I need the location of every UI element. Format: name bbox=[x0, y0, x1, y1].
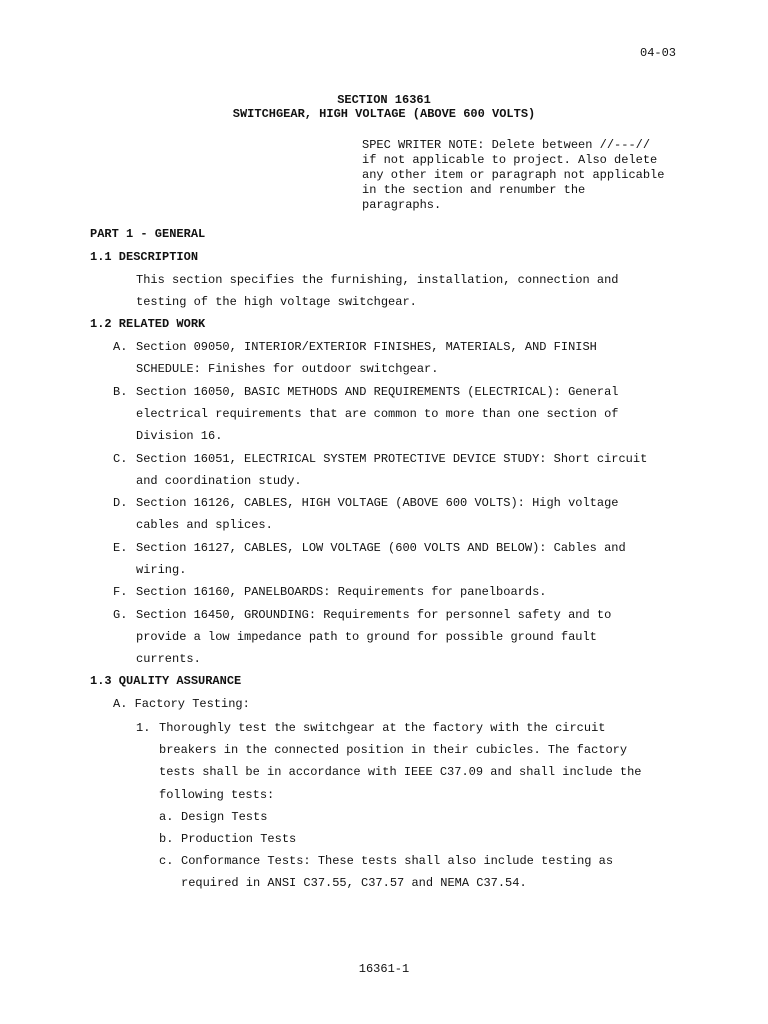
page-number: 16361-1 bbox=[358, 962, 410, 976]
list-item-text: currents. bbox=[136, 652, 201, 666]
list-item-label: A. bbox=[113, 340, 128, 354]
list-item-text: Thoroughly test the switchgear at the factory with the circuit bbox=[159, 721, 606, 735]
description-text: This section specifies the furnishing, installation, connection and bbox=[136, 273, 619, 287]
list-item-label: c. bbox=[159, 854, 174, 868]
list-item-text: wiring. bbox=[136, 563, 187, 577]
list-item-text: Section 16450, GROUNDING: Requirements for personnel safety and to bbox=[136, 608, 612, 622]
list-item-label: C. bbox=[113, 452, 128, 466]
list-item-text: Section 16127, CABLES, LOW VOLTAGE (600 VOLTS AND BELOW): Cables and bbox=[136, 541, 626, 555]
section-number: SECTION 16361 bbox=[337, 93, 431, 107]
list-item-text: Section 16050, BASIC METHODS AND REQUIREMENTS (ELECTRICAL): General bbox=[136, 385, 619, 399]
list-item-text: following tests: bbox=[159, 788, 275, 802]
list-item-text: Section 09050, INTERIOR/EXTERIOR FINISHES, MATERIALS, AND FINISH bbox=[136, 340, 597, 354]
list-item-label: F. bbox=[113, 585, 128, 599]
part-heading: PART 1 - GENERAL bbox=[90, 227, 206, 241]
factory-testing-item: A. Factory Testing: bbox=[113, 697, 250, 711]
list-item-text: provide a low impedance path to ground for possible ground fault bbox=[136, 630, 597, 644]
note-line: paragraphs. bbox=[362, 198, 442, 212]
description-text: testing of the high voltage switchgear. bbox=[136, 295, 417, 309]
list-item-label: B. bbox=[113, 385, 128, 399]
list-item-text: and coordination study. bbox=[136, 474, 302, 488]
list-item-text: cables and splices. bbox=[136, 518, 273, 532]
description-heading: 1.1 DESCRIPTION bbox=[90, 250, 199, 264]
note-line: any other item or paragraph not applicable bbox=[362, 168, 665, 182]
quality-assurance-heading: 1.3 QUALITY ASSURANCE bbox=[90, 674, 242, 688]
note-line: if not applicable to project. Also delete bbox=[362, 153, 658, 167]
list-item-text: Section 16160, PANELBOARDS: Requirements for panelboards. bbox=[136, 585, 547, 599]
list-item-text: tests shall be in accordance with IEEE C37.09 and shall include the bbox=[159, 765, 642, 779]
note-line: in the section and renumber the bbox=[362, 183, 586, 197]
note-line: SPEC WRITER NOTE: Delete between //---// bbox=[362, 138, 651, 152]
list-item-text: breakers in the connected position in their cubicles. The factory bbox=[159, 743, 628, 757]
list-item-label: b. bbox=[159, 832, 174, 846]
list-item-text: electrical requirements that are common to more than one section of bbox=[136, 407, 619, 421]
list-item-text: Conformance Tests: These tests shall also include testing as bbox=[181, 854, 614, 868]
list-item-label: E. bbox=[113, 541, 128, 555]
list-item-label: 1. bbox=[136, 721, 151, 735]
list-item-label: D. bbox=[113, 496, 128, 510]
date-code: 04-03 bbox=[640, 46, 677, 60]
list-item-label: a. bbox=[159, 810, 174, 824]
related-work-heading: 1.2 RELATED WORK bbox=[90, 317, 206, 331]
list-item-text: Division 16. bbox=[136, 429, 223, 443]
list-item-text: Section 16051, ELECTRICAL SYSTEM PROTECTIVE DEVICE STUDY: Short circuit bbox=[136, 452, 648, 466]
list-item-text: Design Tests bbox=[181, 810, 268, 824]
list-item-text: Section 16126, CABLES, HIGH VOLTAGE (ABOVE 600 VOLTS): High voltage bbox=[136, 496, 619, 510]
list-item-text: SCHEDULE: Finishes for outdoor switchgear. bbox=[136, 362, 439, 376]
list-item-text: required in ANSI C37.55, C37.57 and NEMA C37.54. bbox=[181, 876, 527, 890]
list-item-label: G. bbox=[113, 608, 128, 622]
section-title: SWITCHGEAR, HIGH VOLTAGE (ABOVE 600 VOLTS) bbox=[232, 107, 536, 121]
list-item-text: Production Tests bbox=[181, 832, 297, 846]
